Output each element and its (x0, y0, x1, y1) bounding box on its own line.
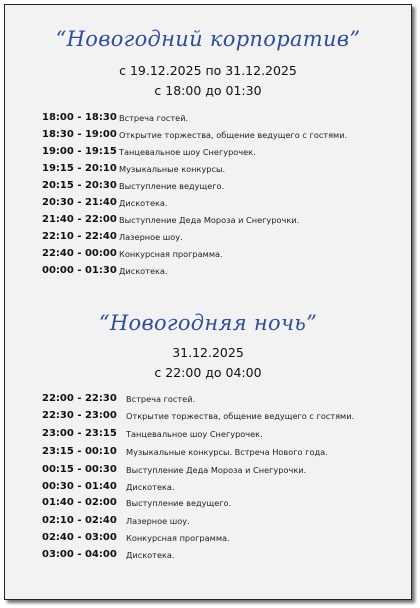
schedule-text: Танцевальное шоу Снегурочек. (126, 429, 263, 439)
section-2-time-line: с 22:00 до 04:00 (154, 365, 262, 380)
schedule-text: Открытие торжества, общение ведущего с гостями. (119, 130, 348, 140)
schedule-text: Музыкальные конкурсы. Встреча Нового года. (126, 447, 328, 457)
schedule-text: Дискотека. (119, 266, 168, 276)
schedule-time: 00:00 - 01:30 (42, 265, 117, 276)
section-1-title: “Новогодний корпоратив” (55, 27, 361, 51)
schedule-text: Дискотека. (126, 550, 175, 560)
schedule-time: 23:15 - 00:10 (42, 446, 117, 457)
schedule-text: Танцевальное шоу Снегурочек. (119, 147, 256, 157)
schedule-text: Дискотека. (119, 198, 168, 208)
schedule-time: 23:00 - 23:15 (42, 428, 117, 439)
section-2-title: “Новогодняя ночь” (98, 311, 318, 335)
schedule-time: 02:40 - 03:00 (42, 532, 117, 543)
schedule-text: Встреча гостей. (126, 394, 196, 404)
schedule-text: Выступление Деда Мороза и Снегурочки. (119, 215, 300, 225)
schedule-text: Выступление ведущего. (126, 498, 232, 508)
section-1-time-line: с 18:00 до 01:30 (154, 83, 262, 98)
schedule-text: Музыкальные конкурсы. (119, 164, 226, 174)
schedule-text: Выступление Деда Мороза и Снегурочки. (126, 465, 307, 475)
schedule-time: 18:30 - 19:00 (42, 129, 117, 140)
schedule-time: 21:40 - 22:00 (42, 214, 117, 225)
schedule-time: 22:30 - 23:00 (42, 410, 117, 421)
schedule-text: Встреча гостей. (119, 113, 189, 123)
schedule-time: 00:15 - 00:30 (42, 464, 117, 475)
schedule-time: 01:40 - 02:00 (42, 497, 117, 508)
schedule-text: Открытие торжества, общение ведущего с гостями. (126, 411, 355, 421)
schedule-text: Лазерное шоу. (126, 516, 190, 526)
schedule-time: 18:00 - 18:30 (42, 112, 117, 123)
schedule-text: Конкурсная программа. (126, 533, 230, 543)
schedule-time: 22:10 - 22:40 (42, 231, 117, 242)
schedule-time: 02:10 - 02:40 (42, 515, 117, 526)
schedule-text: Лазерное шоу. (119, 232, 183, 242)
schedule-time: 20:15 - 20:30 (42, 180, 117, 191)
section-2-date-line: 31.12.2025 (172, 345, 244, 360)
schedule-time: 22:00 - 22:30 (42, 393, 117, 404)
schedule-time: 19:00 - 19:15 (42, 146, 117, 157)
schedule-time: 03:00 - 04:00 (42, 549, 117, 560)
schedule-time: 00:30 - 01:40 (42, 481, 117, 492)
section-1-date-line: с 19.12.2025 по 31.12.2025 (119, 63, 297, 78)
schedule-time: 19:15 - 20:10 (42, 163, 117, 174)
program-sheet (4, 4, 412, 600)
schedule-time: 22:40 - 00:00 (42, 248, 117, 259)
schedule-text: Дискотека. (126, 482, 175, 492)
schedule-text: Выступление ведущего. (119, 181, 225, 191)
schedule-text: Конкурсная программа. (119, 249, 223, 259)
schedule-time: 20:30 - 21:40 (42, 197, 117, 208)
